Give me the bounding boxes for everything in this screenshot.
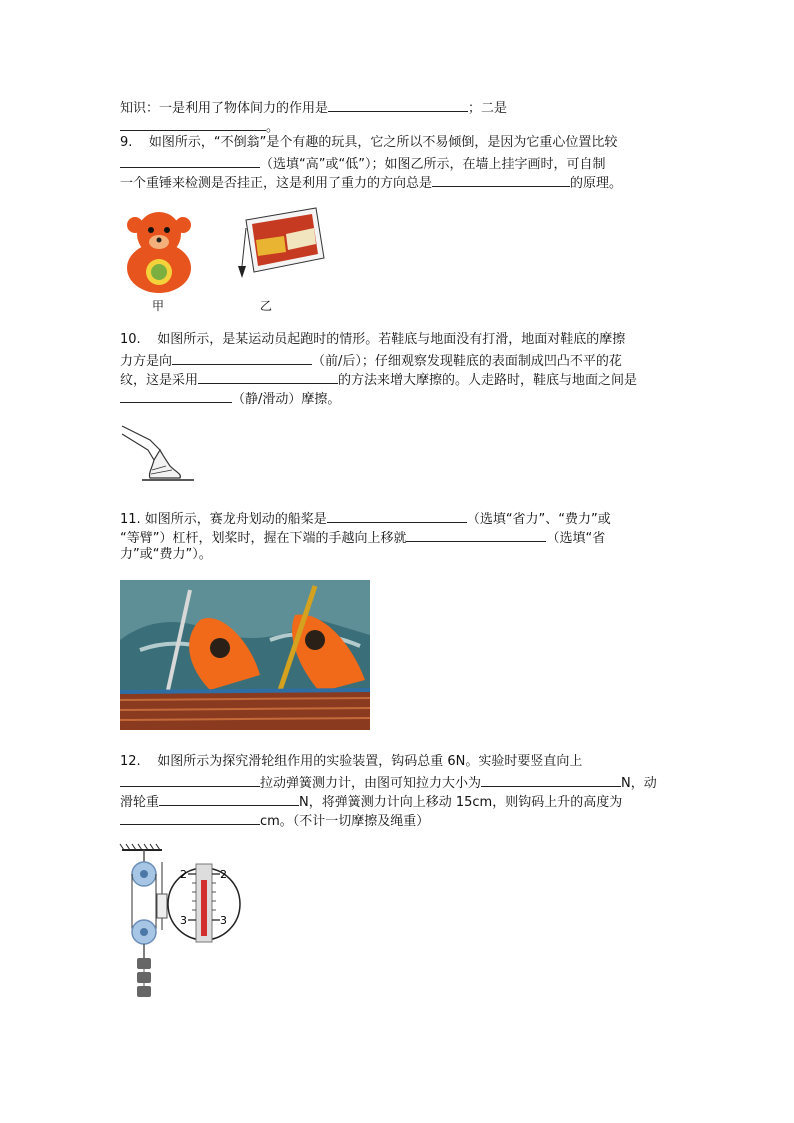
q11-text-a: 11. 如图所示，赛龙舟划动的船桨是 bbox=[120, 512, 327, 527]
q10-text-b: （前/后）；仔细观察发现鞋底的表面制成凹凸不平的花 bbox=[312, 354, 622, 369]
q9-text-c: 一个重锤来检测是否挂正，这是利用了重力的方向总是 bbox=[120, 176, 433, 191]
scale-label-3-right: 3 bbox=[220, 914, 227, 927]
q10-text-a: 力方是向 bbox=[120, 354, 173, 369]
q8-text-b: ；二是 bbox=[468, 101, 508, 116]
q10-line-1: 10. 如图所示，是某运动员起跑时的情形。若鞋底与地面没有打滑，地面对鞋底的摩擦 bbox=[120, 332, 626, 347]
q10-text-c: 纹，这是采用 bbox=[120, 373, 199, 388]
q12-text-e: cm。（不计一切摩擦及绳重） bbox=[260, 814, 430, 829]
q12-line-2 bbox=[120, 772, 657, 793]
q12-line-1: 12. 如图所示为探究滑轮组作用的实验装置，钩码总重 6N。实验时要竖直向上 bbox=[120, 754, 583, 769]
q11-text-d: （选填“省 bbox=[546, 531, 606, 546]
q11-blank-2[interactable] bbox=[406, 527, 546, 542]
q8-text-end: 。 bbox=[266, 120, 280, 135]
q12-blank-1[interactable] bbox=[120, 772, 260, 787]
q12-line-4 bbox=[120, 810, 429, 831]
caption-yi: 乙 bbox=[260, 299, 273, 313]
q12-text-b: N，动 bbox=[621, 776, 657, 791]
scale-label-3-left: 3 bbox=[180, 914, 187, 927]
q12-text-d: N，将弹簧测力计向上移动 15cm，则钩码上升的高度为 bbox=[299, 795, 623, 810]
q12-text-a: 拉动弹簧测力计，由图可知拉力大小为 bbox=[260, 776, 482, 791]
scale-label-2-left: 2 bbox=[180, 868, 187, 881]
q9-line-2 bbox=[120, 153, 605, 174]
q9-text-d: 的原理。 bbox=[570, 176, 623, 191]
q12-blank-4[interactable] bbox=[120, 810, 260, 825]
q10-blank-1[interactable] bbox=[172, 350, 312, 365]
q10-text-e: （静/滑动）摩擦。 bbox=[232, 392, 341, 407]
q12-text-c: 滑轮重 bbox=[120, 795, 160, 810]
runner-shoe-figure bbox=[120, 420, 200, 486]
q11-line-1 bbox=[120, 508, 611, 529]
q11-text-c: “等臂”）杠杆，划桨时，握在下端的手越向上移就 bbox=[120, 531, 407, 546]
q9-blank-1[interactable] bbox=[120, 153, 260, 168]
q8-text-a: 知识：一是利用了物体间力的作用是 bbox=[120, 101, 329, 116]
pulley-system-figure bbox=[118, 842, 248, 1004]
q10-text-d: 的方法来增大摩擦的。人走路时，鞋底与地面之间是 bbox=[338, 373, 638, 388]
q9-blank-2[interactable] bbox=[432, 172, 570, 187]
q11-blank-1[interactable] bbox=[327, 508, 467, 523]
q12-line-3 bbox=[120, 791, 622, 812]
q12-blank-3[interactable] bbox=[159, 791, 299, 806]
q9-text-b: （选填“高”或“低”）；如图乙所示，在墙上挂字画时，可自制 bbox=[260, 157, 606, 172]
q8-blank-1[interactable] bbox=[328, 97, 468, 112]
q11-line-2 bbox=[120, 527, 605, 548]
q10-line-3 bbox=[120, 369, 637, 390]
q10-line-4 bbox=[120, 388, 340, 409]
q9-line-1: 9. 如图所示，“不倒翁”是个有趣的玩具，它之所以不易倾倒，是因为它重心位置比较 bbox=[120, 135, 618, 150]
hanging-picture-figure bbox=[234, 206, 326, 288]
q8-line-1 bbox=[120, 97, 507, 118]
tumbler-toy-figure bbox=[125, 210, 195, 295]
caption-jia: 甲 bbox=[152, 299, 165, 313]
scale-label-2-right: 2 bbox=[220, 868, 227, 881]
q10-blank-2[interactable] bbox=[198, 369, 338, 384]
q11-text-b: （选填“省力”、“费力”或 bbox=[466, 512, 611, 527]
q8-blank-2[interactable] bbox=[120, 116, 266, 131]
q9-line-3 bbox=[120, 172, 622, 193]
q11-line-3: 力”或“费力”）。 bbox=[120, 547, 212, 562]
q12-blank-2[interactable] bbox=[481, 772, 621, 787]
dragon-boat-photo bbox=[120, 580, 370, 730]
q10-blank-3[interactable] bbox=[120, 388, 232, 403]
q10-line-2 bbox=[120, 350, 622, 371]
